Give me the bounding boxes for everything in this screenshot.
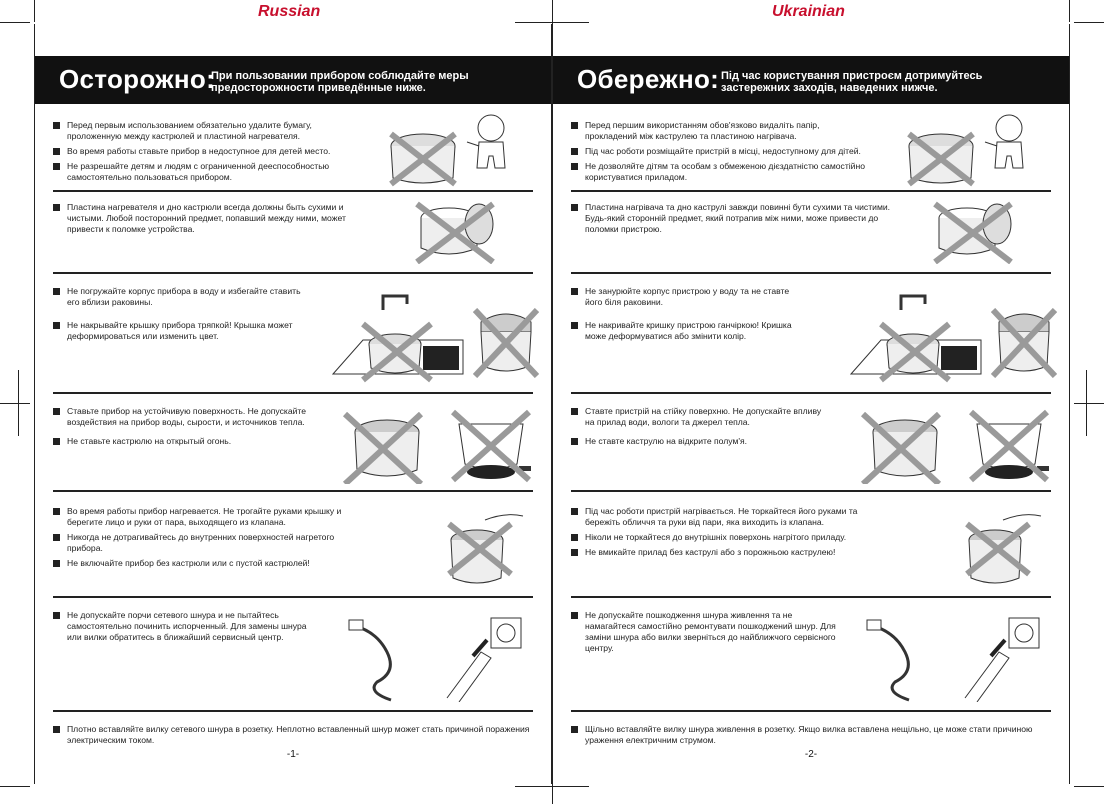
- rice-cooker-icon: [383, 126, 463, 188]
- warning-item: Не допускайте пошкодження шнура живлення та не намагайтеся самостійно ремонтувати пошкоджений шнур. Для заміни шнура або вилки зверніться до найближчого сервісного центру.: [571, 610, 841, 654]
- crop-mark: [0, 22, 30, 23]
- rice-cooker-icon: [901, 126, 981, 188]
- crop-mark: [1086, 370, 1087, 436]
- wall-socket-icon: [437, 612, 527, 702]
- steam-hand-icon: [445, 504, 525, 590]
- warning-item: Не дозволяйте дітям та особам з обмеженою дієздатністю самостійно користуватися приладом.: [571, 161, 871, 183]
- warning-section: [53, 120, 533, 192]
- gas-burner-icon: [967, 408, 1053, 484]
- warning-item: Во время работы ставьте прибор в недоступное для детей место.: [53, 146, 353, 157]
- warning-section: [53, 506, 533, 598]
- warning-item: Не погружайте корпус прибора в воду и избегайте ставить его вблизи раковины.: [53, 286, 303, 308]
- crop-mark: [1074, 22, 1104, 23]
- warning-section: [53, 286, 533, 394]
- crop-mark: [0, 403, 30, 404]
- page-title: Осторожно:: [59, 64, 216, 94]
- warning-banner: [35, 56, 551, 104]
- crop-mark: [34, 0, 35, 22]
- rice-cooker-icon: [473, 308, 539, 378]
- crop-mark: [1074, 786, 1104, 787]
- page-subtitle: При пользовании прибором соблюдайте меры предосторожности приведённые ниже.: [211, 70, 469, 94]
- warning-section: [53, 406, 533, 492]
- crop-mark: [18, 370, 19, 436]
- warning-item: Не накривайте кришку пристрою ганчіркою! Кришка може деформуватися або змінити колір.: [571, 320, 801, 342]
- warning-item: Плотно вставляйте вилку сетевого шнура в розетку. Неплотно вставленный шнур может стать причиной поражения электрическим током.: [53, 724, 533, 746]
- rice-cooker-icon: [991, 308, 1057, 378]
- language-label-russian: Russian: [258, 3, 321, 20]
- power-cord-icon: [347, 612, 427, 702]
- warning-section: [571, 406, 1051, 492]
- crop-mark: [1074, 403, 1104, 404]
- warning-item: Не вмикайте прилад без каструлі або з порожньою каструлею!: [571, 547, 871, 558]
- page-number: -1-: [286, 749, 300, 760]
- power-cord-icon: [865, 612, 945, 702]
- warning-banner: [553, 56, 1069, 104]
- rice-cooker-icon: [859, 412, 945, 484]
- crop-mark: [0, 786, 30, 787]
- steam-hand-icon: [963, 504, 1043, 590]
- crop-mark: [1069, 0, 1070, 22]
- page-title: Обережно:: [577, 64, 720, 94]
- language-label-ukrainian: Ukrainian: [772, 3, 845, 20]
- warning-item: Ставте пристрій на стійку поверхню. Не допускайте впливу на прилад води, вологи та джерел тепла.: [571, 406, 831, 428]
- page-number: -2-: [804, 749, 818, 760]
- warning-item: Під час роботи пристрій нагрівається. Не торкайтеся його руками та бережіть обличчя та руки від пари, яка виходить із клапана.: [571, 506, 871, 528]
- warning-item: Перед першим використанням обов'язково видаліть папір, прокладений між каструлею та пластиною нагрівача.: [571, 120, 871, 142]
- warning-section: [571, 120, 1051, 192]
- warning-item: Не ставте каструлю на відкрите полум'я.: [571, 436, 831, 447]
- crop-mark: [515, 22, 589, 23]
- faucet-icon: [841, 290, 991, 386]
- page-russian: [34, 24, 552, 784]
- warning-item: Пластина нагрівача та дно каструлі завжди повинні бути сухими та чистими. Будь-який сторонній предмет, який потрапив між ними, може привести до поломки пристрою.: [571, 202, 891, 235]
- rice-cooker-icon: [413, 200, 499, 264]
- warning-section: [53, 610, 533, 712]
- faucet-icon: [323, 290, 473, 386]
- warning-item: Під час роботи розміщайте пристрій в місці, недоступному для дітей.: [571, 146, 871, 157]
- warning-section: [571, 506, 1051, 598]
- warning-item: Не занурюйте корпус пристрою у воду та не ставте його біля раковини.: [571, 286, 801, 308]
- page-subtitle: Під час користування пристроєм дотримуйтесь застережних заходів, наведених нижче.: [721, 70, 983, 94]
- warning-item: Не ставьте кастрюлю на открытый огонь.: [53, 436, 313, 447]
- warning-item: Щільно вставляйте вилку шнура живлення в розетку. Якщо вилка вставлена нещільно, це може стати причиною ураження електричним струмом.: [571, 724, 1051, 746]
- warning-item: Не допускайте порчи сетевого шнура и не пытайтесь самостоятельно починить испорченный. Для замены шнура или вилки обратитесь в ближайший сервисный центр.: [53, 610, 313, 643]
- warning-item: Ставьте прибор на устойчивую поверхность. Не допускайте воздействия на прибор воды, сырости, и источников тепла.: [53, 406, 313, 428]
- crop-mark: [515, 786, 589, 787]
- warning-item: Никогда не дотрагивайтесь до внутренних поверхностей нагретого прибора.: [53, 532, 353, 554]
- warning-section: [571, 610, 1051, 712]
- wall-socket-icon: [955, 612, 1045, 702]
- warning-section: [571, 202, 1051, 274]
- warning-item: Не включайте прибор без кастрюли или с пустой кастрюлей!: [53, 558, 353, 569]
- rice-cooker-icon: [341, 412, 427, 484]
- gas-burner-icon: [449, 408, 535, 484]
- warning-item: Ніколи не торкайтеся до внутрішніх поверхонь нагрітого приладу.: [571, 532, 871, 543]
- warning-section: [53, 202, 533, 274]
- warning-item: Не накрывайте крышку прибора тряпкой! Крышка может деформироваться или изменить цвет.: [53, 320, 303, 342]
- warning-item: Перед первым использованием обязательно удалите бумагу, проложенную между кастрюлей и пластиной нагревателя.: [53, 120, 353, 142]
- warning-item: Во время работы прибор нагревается. Не трогайте руками крышку и берегите лицо и руки от пара, выходящего из клапана.: [53, 506, 353, 528]
- page-ukrainian: [552, 24, 1070, 784]
- warning-item: Не разрешайте детям и людям с ограниченной дееспособностью самостоятельно пользоваться прибором.: [53, 161, 353, 183]
- rice-cooker-icon: [931, 200, 1017, 264]
- warning-item: Пластина нагревателя и дно кастрюли всегда должны быть сухими и чистыми. Любой посторонний предмет, попавший между ними, может привести к поломке устройства.: [53, 202, 353, 235]
- warning-section: [571, 286, 1051, 394]
- child-icon: [983, 112, 1033, 182]
- child-icon: [465, 112, 515, 182]
